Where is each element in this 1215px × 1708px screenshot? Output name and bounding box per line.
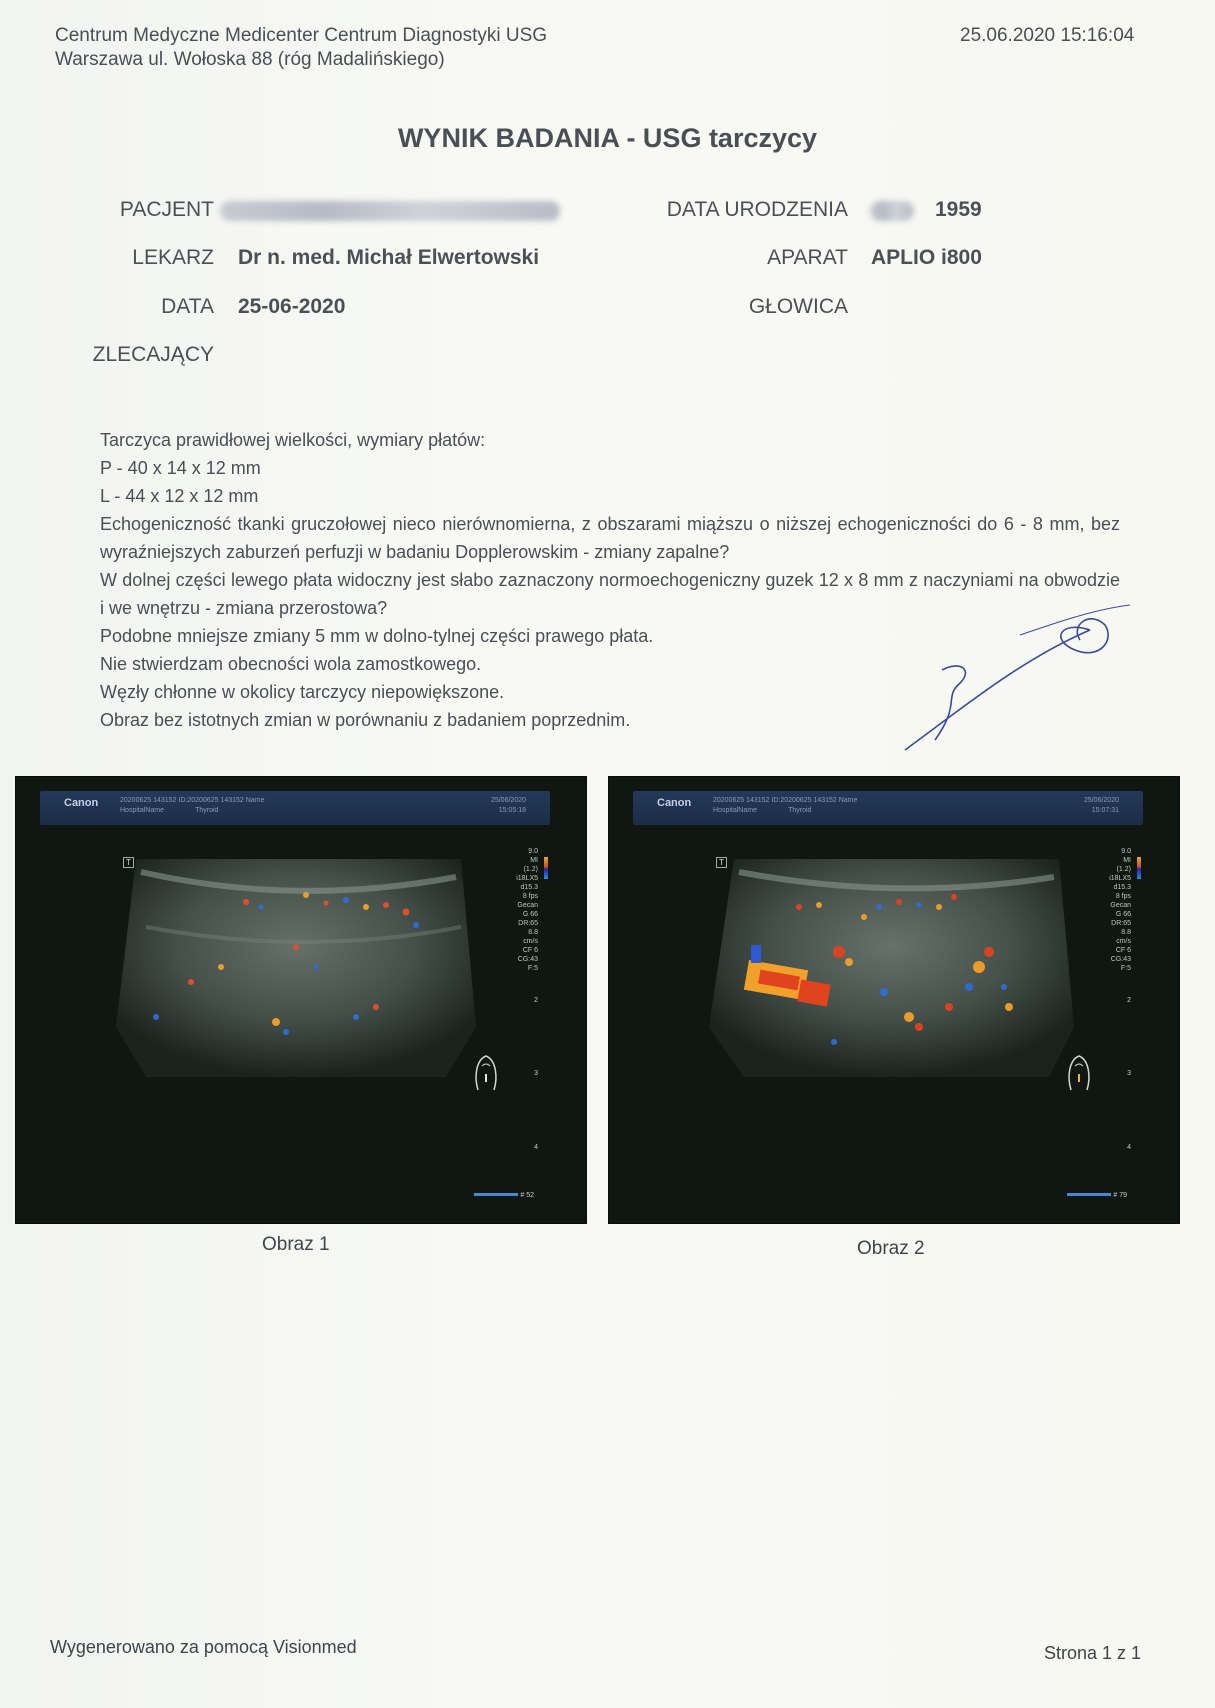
color-scale [544,857,548,879]
device-label: APARAT [767,246,848,269]
scanner-meta-hospital-name: HospitalName [713,807,757,814]
scanner-meta [713,796,857,816]
footer-page-number: Strona 1 z 1 [1044,1643,1142,1663]
clinic-address [55,24,547,72]
param: CG:43 [517,956,538,963]
exam-date: 25-06-2020 [238,295,346,318]
footer-generated: Wygenerowano za pomocą Visionmed [50,1637,357,1657]
param: Gecan [517,902,538,909]
param: F:5 [1120,965,1131,972]
transducer-marker: T [123,857,134,868]
depth-label: 3 [1127,1070,1131,1077]
param: 8 fps [522,893,538,900]
param: 9.0 [528,848,538,855]
param: CG:43 [1110,956,1131,963]
probe-label: GŁOWICA [748,295,848,318]
scanner-date: 25/06/2020 [490,797,526,804]
scanner-brand: Canon [657,797,692,809]
body-mark-icon [472,1052,500,1092]
depth-label: 4 [534,1144,538,1151]
doctor-name: Dr n. med. Michał Elwertowski [238,246,540,269]
param: i18LX5 [516,875,538,882]
param: 8.8 [1121,929,1131,936]
scanner-meta [120,796,264,816]
birth-date-redacted [870,201,914,226]
doctor-label: LEKARZ [132,246,214,269]
param: DR:65 [518,920,538,927]
transducer-marker: T [716,857,727,868]
scanner-header [633,791,1143,825]
param: MI [530,857,538,864]
param: 8 fps [1115,893,1131,900]
scan-progress-bar [474,1193,518,1196]
image-caption-1: Obraz 1 [262,1234,330,1255]
scanner-meta-hospital [713,806,857,816]
ultrasound-image-2 [608,776,1180,1224]
depth-label: 2 [534,997,538,1004]
param: 9.0 [1121,848,1131,855]
finding-line: Tarczyca prawidłowej wielkości, wymiary płatów: [100,430,486,450]
param: 8.8 [528,929,538,936]
referrer-label: ZLECAJĄCY [92,343,214,366]
finding-line: Węzły chłonne w okolicy tarczycy niepowiększone. [100,682,505,702]
param: CF 6 [522,947,538,954]
param: d15.3 [520,884,538,891]
scanner-meta-date [1084,796,1119,816]
birth-date-label: DATA URODZENIA [666,198,848,221]
scanner-meta-organ: Thyroid [788,807,812,814]
param: DR:65 [1111,920,1131,927]
scanner-meta-id: 20200625 143152 ID:20200625 143152 Name [713,797,858,804]
print-datetime: 25.06.2020 15:16:04 [960,25,1135,46]
ultrasound-scan [16,777,586,1223]
depth-label: 4 [1127,1144,1131,1151]
frame-number: # 52 [520,1192,534,1199]
param: F:5 [527,965,538,972]
scanner-brand: Canon [64,797,99,809]
param: (1.2) [523,866,538,873]
scanner-meta-hospital [120,806,264,816]
finding-line: Echogeniczność tkanki gruczołowej nieco nierównomierna, z obszarami miąższu o niższej echogeniczności do 6 - 8 mm, bez wyraźniejszych zaburzeń perfuzji w badaniu Dopplerowskim - zmiany zapalne? [100,514,1120,562]
scanner-parameters [516,847,538,973]
scanner-meta-date [491,796,526,816]
param: CF 6 [1115,947,1131,954]
param: d15.3 [1113,884,1131,891]
scanner-meta-organ: Thyroid [195,807,219,814]
param: (1.2) [1116,866,1131,873]
finding-line: W dolnej części lewego płata widoczny jest słabo zaznaczony normoechogeniczny guzek 12 x 8 mm z naczyniami na obwodzie i we wnętrzu - zmiana przerostowa? [100,570,1120,618]
scanner-time: 15:05:18 [498,807,526,814]
scanner-time: 15:07:31 [1091,807,1119,814]
param: cm/s [1116,938,1131,945]
frame-number: # 79 [1113,1192,1127,1199]
color-scale [1137,857,1141,879]
ultrasound-scan [609,777,1179,1223]
body-mark-icon [1065,1052,1093,1092]
image-caption-2: Obraz 2 [857,1238,925,1259]
depth-label: 2 [1127,997,1131,1004]
patient-label: PACJENT [119,198,214,221]
scanner-parameters [1109,847,1131,973]
doctor-signature [900,580,1150,760]
scanner-date: 25/06/2020 [1083,797,1119,804]
scanner-meta-id: 20200625 143152 ID:20200625 143152 Name [120,797,265,804]
param: MI [1123,857,1131,864]
patient-name-redacted [220,201,560,226]
scanner-header [40,791,550,825]
scan-progress-bar [1067,1193,1111,1196]
ultrasound-image-1 [15,776,587,1224]
device-value: APLIO i800 [871,246,982,269]
finding-line: Nie stwierdzam obecności wola zamostkowego. [100,654,482,674]
clinic-street: Warszawa ul. Wołoska 88 (róg Madalińskiego) [55,49,445,70]
finding-line: Podobne mniejsze zmiany 5 mm w dolno-tylnej części prawego płata. [100,626,654,646]
param: G 66 [522,911,538,918]
clinic-name: Centrum Medyczne Medicenter Centrum Diagnostyki USG [55,25,548,46]
report-title: WYNIK BADANIA - USG tarczycy [397,123,818,153]
finding-line: L - 44 x 12 x 12 mm [100,486,259,506]
param: Gecan [1110,902,1131,909]
birth-year: 1959 [935,198,982,221]
param: cm/s [523,938,538,945]
depth-label: 3 [534,1070,538,1077]
param: G 66 [1115,911,1131,918]
finding-line: Obraz bez istotnych zmian w porównaniu z badaniem poprzednim. [100,710,631,730]
date-label: DATA [161,295,214,318]
scanner-meta-hospital-name: HospitalName [120,807,164,814]
param: i18LX5 [1109,875,1131,882]
finding-line: P - 40 x 14 x 12 mm [100,458,261,478]
